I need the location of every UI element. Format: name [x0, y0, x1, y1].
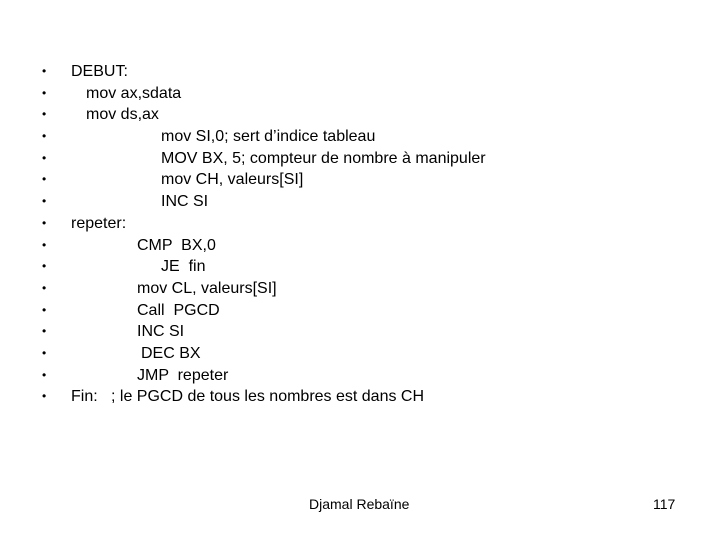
bullet: • — [42, 259, 47, 274]
bullet: • — [42, 389, 47, 404]
code-line — [38, 235, 678, 257]
bullet: • — [42, 215, 47, 230]
code-line-text: DEBUT: — [71, 63, 128, 80]
code-line-text: mov CL, valeurs[SI] — [137, 279, 277, 297]
footer-author: Djamal Rebaïne — [309, 496, 410, 512]
code-line-text: Call PGCD — [137, 301, 220, 319]
code-line-text: MOV BX, 5; compteur de nombre à manipuler — [161, 149, 486, 167]
bullet: • — [42, 194, 47, 209]
code-line-text: mov ds,ax — [86, 106, 159, 124]
code-line — [38, 191, 678, 213]
page-number: 117 — [653, 496, 676, 512]
code-line — [38, 61, 678, 83]
code-line — [38, 104, 678, 126]
code-line — [38, 83, 678, 105]
code-line-text: INC SI — [161, 193, 209, 211]
code-line — [38, 148, 678, 170]
code-line — [38, 300, 678, 322]
code-line-text: INC SI — [137, 323, 185, 341]
bullet: • — [42, 129, 47, 144]
code-line-text: JE fin — [161, 258, 206, 276]
bullet: • — [42, 345, 47, 360]
code-line-text: mov ax,sdata — [86, 84, 182, 102]
code-line-text: DEC BX — [141, 344, 201, 362]
code-line-text: mov CH, valeurs[SI] — [161, 171, 304, 189]
code-line-text: Fin: ; le PGCD de tous les nombres est dans CH — [71, 388, 425, 406]
code-line-text: JMP repeter — [137, 366, 229, 384]
code-line — [38, 213, 678, 235]
bullet: • — [42, 64, 47, 78]
bullet: • — [42, 237, 47, 252]
code-line — [38, 365, 678, 387]
code-line — [38, 386, 678, 408]
code-list — [38, 61, 678, 408]
bullet: • — [42, 172, 47, 187]
code-line — [38, 321, 678, 343]
code-line — [38, 126, 678, 148]
bullet: • — [42, 150, 47, 165]
code-line-text: CMP BX,0 — [137, 236, 216, 254]
bullet: • — [42, 280, 47, 295]
code-line-text: mov SI,0; sert d’indice tableau — [161, 128, 376, 146]
bullet: • — [42, 107, 47, 122]
code-line — [38, 278, 678, 300]
code-line — [38, 343, 678, 365]
bullet: • — [42, 324, 47, 339]
code-line — [38, 256, 678, 278]
bullet: • — [42, 85, 47, 100]
bullet: • — [42, 367, 47, 382]
code-line — [38, 169, 678, 191]
code-line-text: repeter: — [71, 214, 127, 232]
bullet: • — [42, 302, 47, 317]
